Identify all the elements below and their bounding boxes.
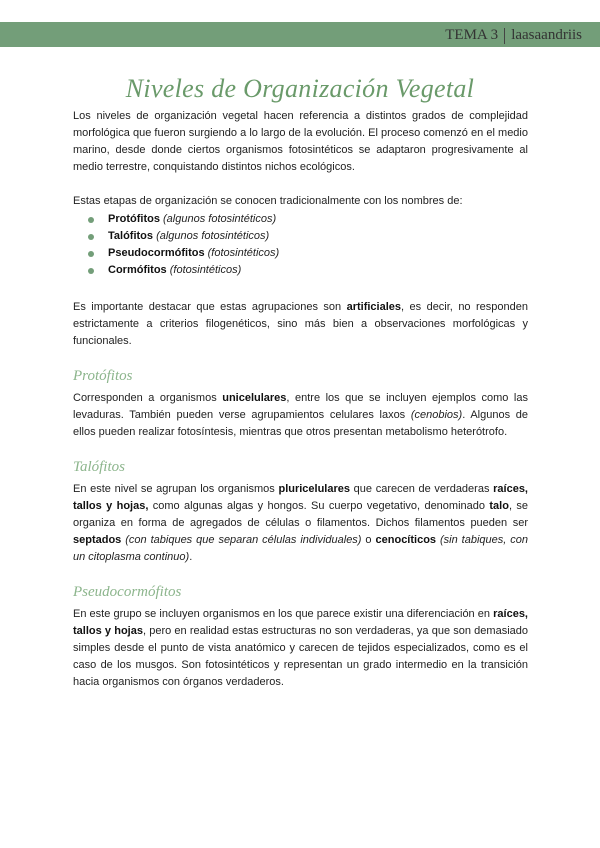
tema-label: TEMA 3 [445,27,499,43]
list-item: Protófitos (algunos fotosintéticos) [88,211,528,228]
list-item: Pseudocormófitos (fotosintéticos) [88,245,528,262]
bullet-icon [88,217,94,223]
pseudocormofitos-heading: Pseudocormófitos [73,584,182,600]
header-separator [504,28,505,44]
document-body [73,108,528,691]
talofitos-paragraph: En este nivel se agrupan los organismos pluricelulares que carecen de verdaderas raíces, tallos y hojas, como algunas algas y hongos. Su cuerpo vegetativo, denominado talo, se organiza en forma de agregados de células o filamentos. Dichos filamentos pueden ser septados (con tabiques que separan células individuales) o cenocíticos (sin tabiques, con un citoplasma continuo). [73,483,529,563]
protofitos-paragraph: Corresponden a organismos unicelulares, entre los que se incluyen ejemplos como las levaduras. También pueden verse agrupamientos celulares laxos (cenobios). Algunos de ellos pueden realizar fotosíntesis, mientras que otros presentan metabolismo heterótrofo. [73,392,528,438]
header-white-strip [0,0,600,22]
bullet-icon [88,234,94,240]
pseudocormofitos-paragraph: En este grupo se incluyen organismos en los que parece existir una diferenciación en raíces, tallos y hojas, pero en realidad estas estructuras no son verdaderas, ya que son demasiado simples desde el punto de vista anatómico y carecen de tejidos especializados, como es el caso de los musgos. Son fotosintéticos y representan un grado intermedio en la transición hacia organismos con órganos verdaderos. [73,608,528,688]
intro-paragraph: Los niveles de organización vegetal hacen referencia a distintos grados de complejidad morfológica que fueron surgiendo a lo largo de la evolución. El proceso comenzó en el medio marino, desde donde ciertos organismos fotosintéticos se adaptaron progresivamente al medio terrestre, conquistando distintos nichos ecológicos. [73,110,528,173]
stages-list [73,211,528,279]
header-label [445,27,582,44]
protofitos-heading: Protófitos [73,368,133,384]
artificial-paragraph: Es importante destacar que estas agrupaciones son artificiales, es decir, no responden estrictamente a criterios filogenéticos, sino más bien a observaciones morfológicas y funcionales. [73,301,528,347]
author-label: laasaandriis [511,27,582,43]
stages-intro: Estas etapas de organización se conocen tradicionalmente con los nombres de: [73,195,463,207]
page-header [0,0,600,47]
bullet-icon [88,251,94,257]
list-item: Talófitos (algunos fotosintéticos) [88,228,528,245]
bullet-icon [88,268,94,274]
talofitos-heading: Talófitos [73,459,125,475]
page-title: Niveles de Organización Vegetal [125,74,475,103]
list-item: Cormófitos (fotosintéticos) [88,262,528,279]
